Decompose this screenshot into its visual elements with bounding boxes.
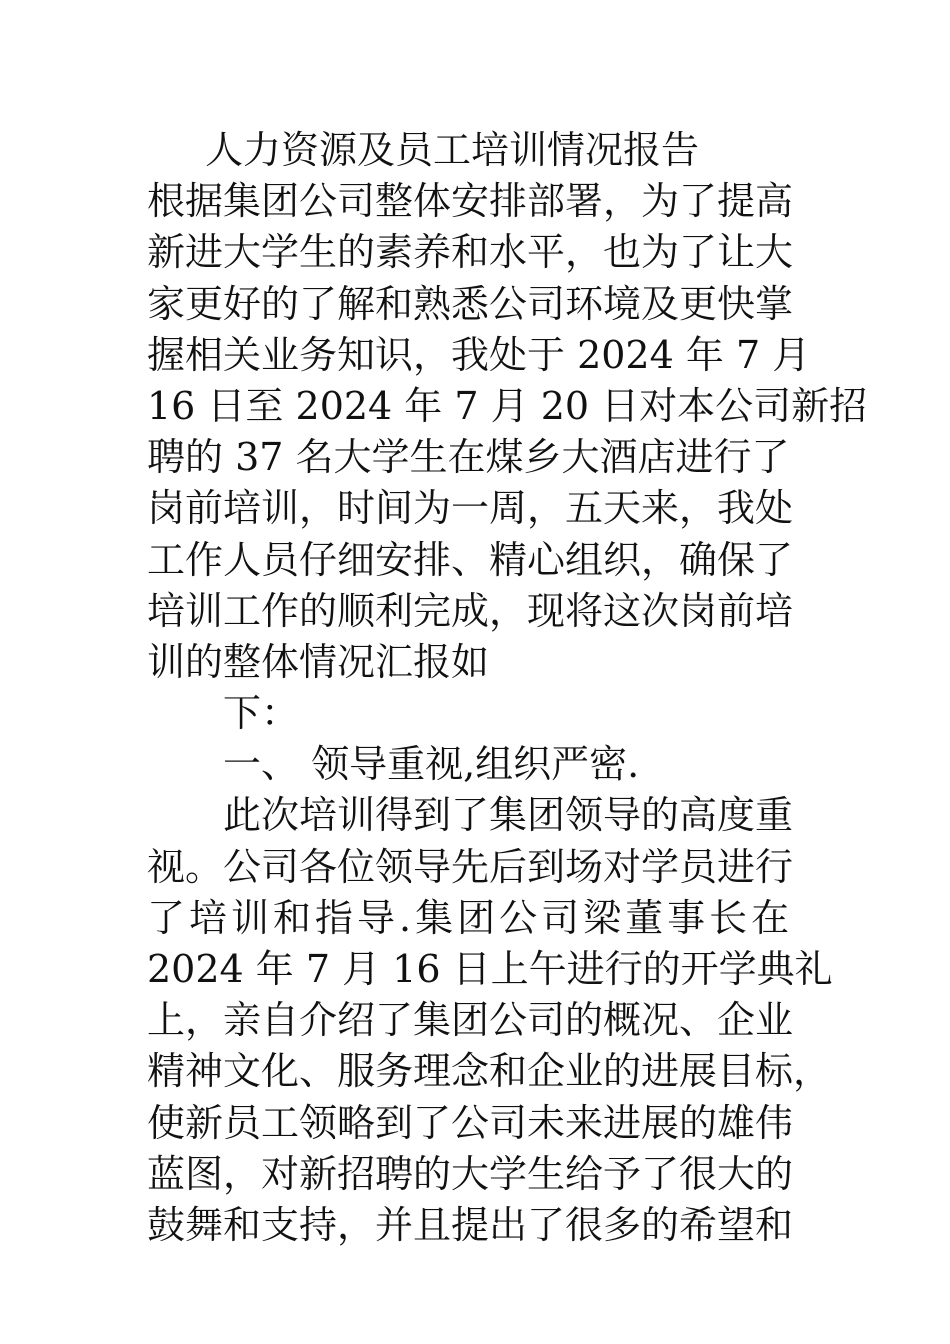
paragraph-intro (147, 176, 868, 688)
text-line: 精神文化、服务理念和企业的进展目标， (147, 1049, 832, 1094)
text-line: 2024 年 7 月 16 日上午进行的开学典礼 (147, 947, 833, 991)
text-line: 岗前培训，时间为一周，五天来，我处 (147, 486, 794, 531)
document-title: 人力资源及员工培训情况报告 (205, 128, 700, 172)
text-line: 16 日至 2024 年 7 月 20 日对本公司新招 (147, 383, 868, 428)
document-body (147, 125, 868, 1251)
text-line: 培训工作的顺利完成，现将这次岗前培 (147, 588, 794, 633)
text-line: 此次培训得到了集团领导的高度重 (223, 793, 794, 838)
text-line: 鼓舞和支持，并且提出了很多的希望和 (147, 1202, 794, 1247)
text-line: 新进大学生的素养和水平，也为了让大 (147, 230, 794, 275)
text-line: 训的整体情况汇报如 (147, 639, 490, 684)
text-line: 使新员工领略到了公司未来进展的雄伟 (147, 1100, 794, 1145)
text-line: 握相关业务知识，我处于 2024 年 7 月 (147, 332, 811, 377)
text-line: 工作人员仔细安排、精心组织，确保了 (147, 537, 794, 582)
text-line: 了培训和指导.集团公司梁董事长在 (147, 895, 794, 940)
text-line: 根据集团公司整体安排部署，为了提高 (147, 179, 794, 224)
section-heading-1: 一、 领导重视,组织严密. (223, 742, 640, 787)
paragraph-continuation: 下： (223, 691, 300, 736)
text-line: 视。公司各位领导先后到场对学员进行 (147, 844, 794, 889)
text-line: 家更好的了解和熟悉公司环境及更快掌 (147, 281, 794, 326)
paragraph-leadership (147, 790, 833, 1251)
text-line: 聘的 37 名大学生在煤乡大酒店进行了 (147, 435, 790, 480)
text-line: 上，亲自介绍了集团公司的概况、企业 (147, 998, 794, 1043)
text-line: 蓝图，对新招聘的大学生给予了很大的 (147, 1151, 794, 1196)
